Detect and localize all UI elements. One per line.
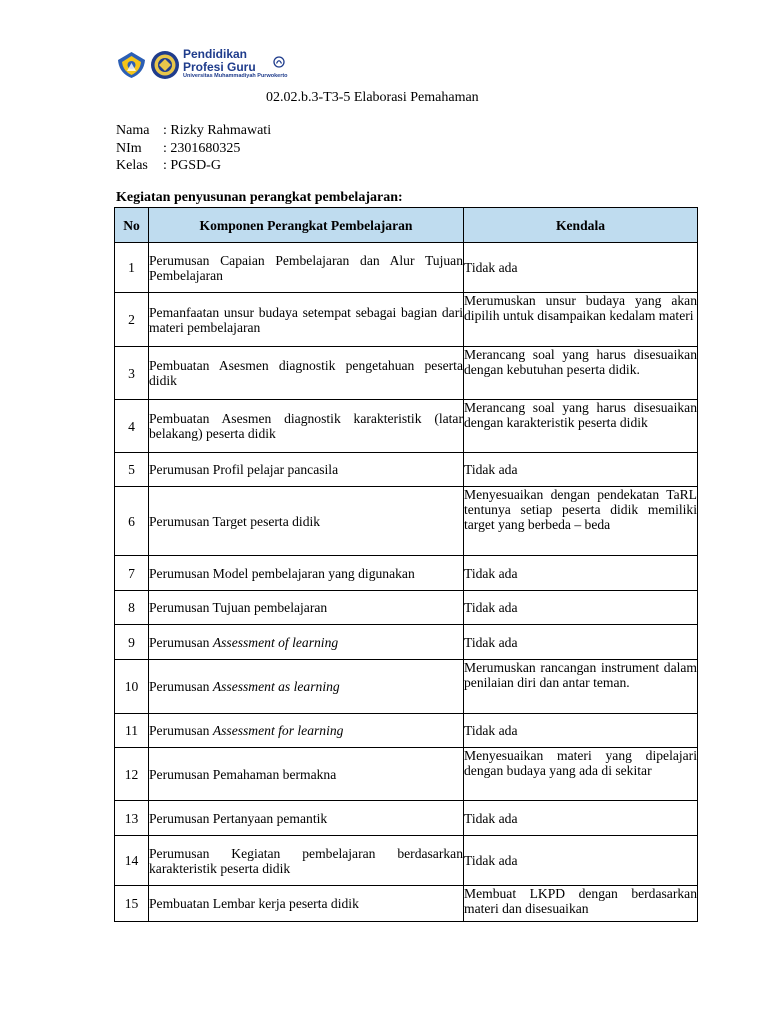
- kendala-cell: Menyesuaikan dengan pendekatan TaRL tentunya setiap peserta didik memiliki target yang berbeda – beda: [464, 487, 698, 556]
- table-row: [115, 556, 698, 591]
- kendala-cell: Tidak ada: [464, 836, 698, 886]
- row-number: 8: [115, 591, 149, 625]
- info-label: NIm: [116, 140, 142, 156]
- component-text: Perumusan: [149, 679, 213, 694]
- row-number: 13: [115, 801, 149, 836]
- kendala-cell: Merancang soal yang harus disesuaikan dengan karakteristik peserta didik: [464, 400, 698, 453]
- table-row: [115, 591, 698, 625]
- component-cell: [149, 625, 464, 660]
- kendala-cell: Menyesuaikan materi yang dipelajari dengan budaya yang ada di sekitar: [464, 748, 698, 801]
- table-row: [115, 801, 698, 836]
- section-heading: Kegiatan penyusunan perangkat pembelajaran:: [116, 190, 403, 205]
- table-row: [115, 487, 698, 556]
- table-row: [115, 293, 698, 347]
- info-row-kelas: [116, 157, 271, 175]
- table-row: [115, 836, 698, 886]
- component-text: Perumusan: [149, 634, 213, 650]
- component-cell: Perumusan Model pembelajaran yang digunakan: [149, 556, 464, 591]
- info-row-nim: [116, 140, 271, 158]
- table-row: [115, 400, 698, 453]
- component-cell: Perumusan Capaian Pembelajaran dan Alur Tujuan Pembelajaran: [149, 243, 464, 293]
- component-term: Assessment of learning: [212, 634, 339, 650]
- component-cell: Perumusan Target peserta didik: [149, 487, 464, 556]
- component-cell: Pembuatan Lembar kerja peserta didik: [149, 886, 464, 922]
- table-row: [115, 453, 698, 487]
- component-cell: Perumusan Pertanyaan pemantik: [149, 801, 464, 836]
- kendala-cell: Tidak ada: [464, 591, 698, 625]
- row-number: 7: [115, 556, 149, 591]
- document-title: 02.02.b.3-T3-5 Elaborasi Pemahaman: [266, 90, 479, 105]
- table-row: [115, 714, 698, 748]
- table-row: [115, 347, 698, 400]
- kendala-cell: Merumuskan rancangan instrument dalam penilaian diri dan antar teman.: [464, 660, 698, 714]
- kendala-cell: Tidak ada: [464, 453, 698, 487]
- component-cell: Pembuatan Asesmen diagnostik karakteristik (latar belakang) peserta didik: [149, 400, 464, 453]
- table-header-row: [115, 208, 698, 243]
- row-number: 10: [115, 660, 149, 714]
- row-number: 6: [115, 487, 149, 556]
- component-text: Perumusan: [149, 723, 213, 738]
- kendala-cell: Membuat LKPD dengan berdasarkan materi dan disesuaikan: [464, 886, 698, 922]
- ppg-logo-text: Pendidikan Profesi Guru: [183, 47, 256, 74]
- university-name: Universitas Muhammadiyah Purwokerto: [183, 73, 288, 79]
- row-number: 5: [115, 453, 149, 487]
- row-number: 15: [115, 886, 149, 922]
- row-number: 9: [115, 625, 149, 660]
- info-row-nama: [116, 122, 271, 140]
- kendala-cell: Tidak ada: [464, 625, 698, 660]
- component-cell: Perumusan Tujuan pembelajaran: [149, 591, 464, 625]
- logo-header: [116, 49, 300, 81]
- row-number: 3: [115, 347, 149, 400]
- info-label: Kelas: [116, 158, 148, 173]
- tut-wuri-handayani-logo: [116, 51, 147, 79]
- column-header-no: No: [115, 208, 149, 243]
- row-number: 1: [115, 243, 149, 293]
- component-cell: [149, 660, 464, 714]
- kendala-cell: Merumuskan unsur budaya yang akan dipilih untuk disampaikan kedalam materi: [464, 293, 698, 347]
- kendala-cell: Tidak ada: [464, 801, 698, 836]
- component-cell: [149, 714, 464, 748]
- kendala-cell: Tidak ada: [464, 556, 698, 591]
- table-row: [115, 660, 698, 714]
- info-value: : Rizky Rahmawati: [163, 123, 272, 138]
- column-header-komponen: Komponen Perangkat Pembelajaran: [149, 208, 464, 243]
- component-cell: Pemanfaatan unsur budaya setempat sebagai bagian dari materi pembelajaran: [149, 293, 464, 347]
- component-cell: Perumusan Pemahaman bermakna: [149, 748, 464, 801]
- table-row: [115, 625, 698, 660]
- component-term: Assessment for learning: [212, 723, 344, 738]
- row-number: 12: [115, 748, 149, 801]
- component-cell: Perumusan Kegiatan pembelajaran berdasarkan karakteristik peserta didik: [149, 836, 464, 886]
- info-value: : 2301680325: [163, 140, 241, 156]
- component-cell: Pembuatan Asesmen diagnostik pengetahuan peserta didik: [149, 347, 464, 400]
- component-term: Assessment as learning: [212, 679, 340, 694]
- info-value: : PGSD-G: [163, 158, 221, 173]
- row-number: 11: [115, 714, 149, 748]
- ppg-emblem-icon: [273, 56, 285, 68]
- table-row: [115, 243, 698, 293]
- component-cell: Perumusan Profil pelajar pancasila: [149, 453, 464, 487]
- row-number: 4: [115, 400, 149, 453]
- university-seal-logo: [150, 50, 180, 80]
- kendala-cell: Tidak ada: [464, 243, 698, 293]
- kendala-cell: Merancang soal yang harus disesuaikan dengan kebutuhan peserta didik.: [464, 347, 698, 400]
- row-number: 14: [115, 836, 149, 886]
- column-header-kendala: Kendala: [464, 208, 698, 243]
- table-row: [115, 748, 698, 801]
- table-row: [115, 886, 698, 922]
- student-info: [116, 122, 271, 175]
- kendala-cell: Tidak ada: [464, 714, 698, 748]
- row-number: 2: [115, 293, 149, 347]
- components-table: [114, 207, 698, 922]
- info-label: Nama: [116, 123, 150, 138]
